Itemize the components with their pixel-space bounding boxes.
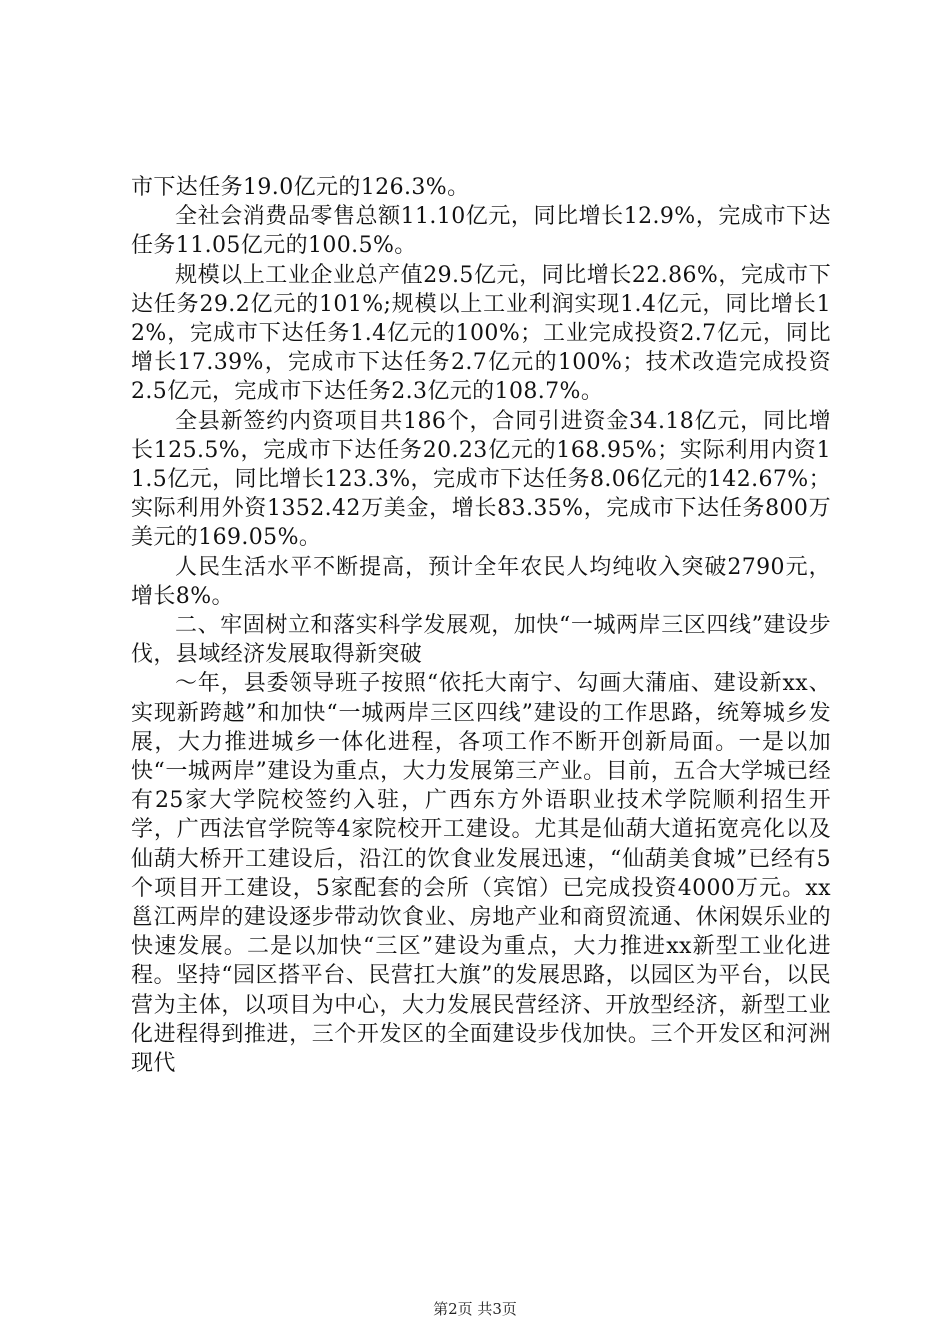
paragraph-investment-projects: 全县新签约内资项目共186个，合同引进资金34.18亿元，同比增长125.5%，完成市下达任务20.23亿元的168.95%；实际利用内资11.5亿元，同比增长123.3%，完成市下达任务8.06亿元的142.67%；实际利用外资1352.42万美金，增长83.35%，完成市下达任务800万美元的169.05%。 — [131, 408, 831, 551]
document-body — [131, 173, 831, 1078]
section-heading: 二、牢固树立和落实科学发展观，加快“一城两岸三区四线”建设步伐，县域经济发展取得新突破 — [131, 613, 831, 668]
paragraph-industry-output: 规模以上工业企业总产值29.5亿元，同比增长22.86%，完成市下达任务29.2亿元的101%;规模以上工业利润实现1.4亿元，同比增长12%，完成市下达任务1.4亿元的100%；工业完成投资2.7亿元，同比增长17.39%，完成市下达任务2.7亿元的100%；技术改造完成投资2.5亿元，完成市下达任务2.3亿元的108.7%。 — [131, 262, 831, 405]
page-footer: 第2页 共3页 — [433, 1300, 517, 1318]
paragraph-living-standard: 人民生活水平不断提高，预计全年农民人均纯收入突破2790元，增长8%。 — [131, 554, 831, 609]
paragraph-retail-sales: 全社会消费品零售总额11.10亿元，同比增长12.9%，完成市下达任务11.05亿元的100.5%。 — [131, 204, 831, 259]
paragraph-continuation: 市下达任务19.0亿元的126.3%。 — [131, 175, 470, 200]
paragraph-development: ～年，县委领导班子按照“依托大南宁、勾画大蒲庙、建设新xx、实现新跨越”和加快“一城两岸三区四线”建设的工作思路，统筹城乡发展，大力推进城乡一体化进程，各项工作不断开创新局面。一是以加快“一城两岸”建设为重点，大力发展第三产业。目前，五合大学城已经有25家大学院校签约入驻，广西东方外语职业技术学院顺利招生开学，广西法官学院等4家院校开工建设。尤其是仙葫大道拓宽亮化以及仙葫大桥开工建设后，沿江的饮食业发展迅速，“仙葫美食城”已经有5个项目开工建设，5家配套的会所（宾馆）已完成投资4000万元。xx邕江两岸的建设逐步带动饮食业、房地产业和商贸流通、休闲娱乐业的快速发展。二是以加快“三区”建设为重点，大力推进xx新型工业化进程。坚持“园区搭平台、民营扛大旗”的发展思路，以园区为平台，以民营为主体，以项目为中心，大力发展民营经济、开放型经济，新型工业化进程得到推进，三个开发区的全面建设步伐加快。三个开发区和河洲现代 — [131, 671, 831, 1077]
